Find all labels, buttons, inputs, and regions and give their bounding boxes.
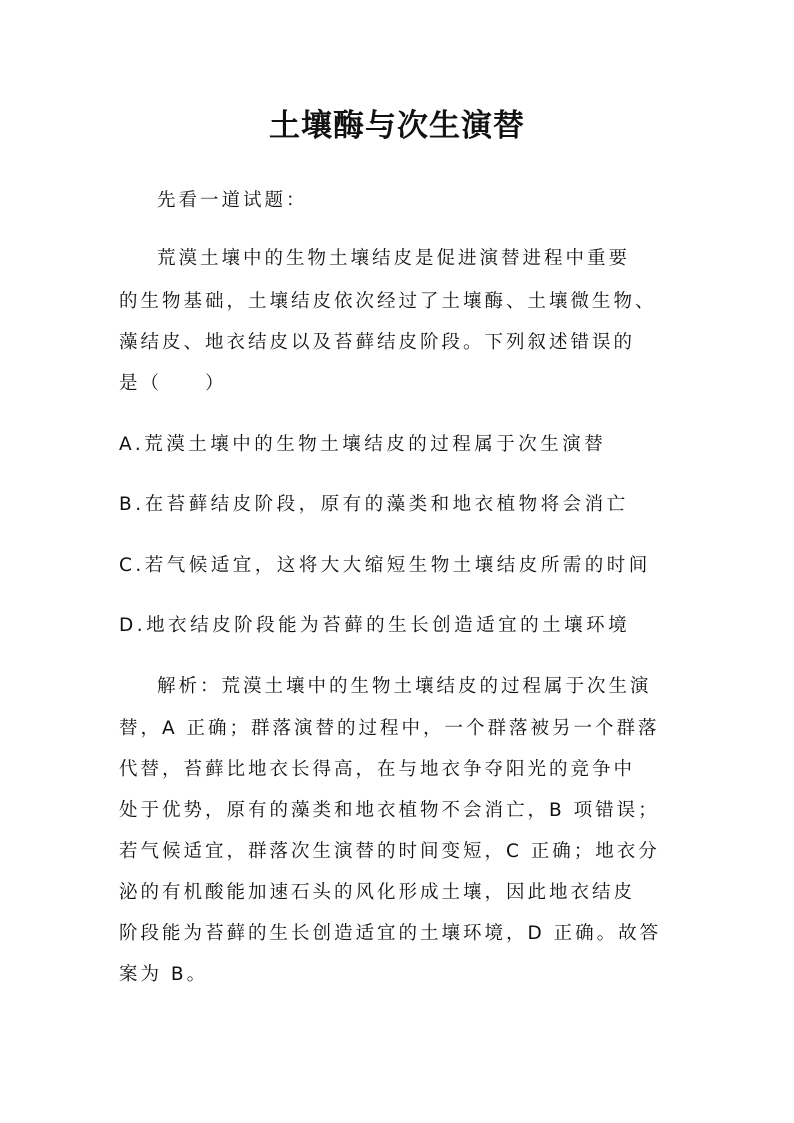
analysis-line-1: 解析：荒漠土壤中的生物土壤结皮的过程属于次生演: [157, 676, 652, 697]
question-line-3: 藻结皮、地衣结皮以及苔藓结皮阶段。下列叙述错误的: [119, 332, 636, 353]
document-title: 土壤酶与次生演替: [269, 108, 525, 144]
option-b: B.在苔藓结皮阶段，原有的藻类和地衣植物将会消亡: [119, 494, 629, 515]
question-line-1: 荒漠土壤中的生物土壤结皮是促进演替进程中重要: [157, 248, 631, 269]
intro-text: 先看一道试题：: [157, 190, 308, 211]
option-a: A.荒漠土壤中的生物土壤结皮的过程属于次生演替: [119, 434, 607, 455]
question-line-4: 是（ ）: [119, 373, 227, 394]
analysis-line-4: 处于优势，原有的藻类和地衣植物不会消亡，B 项错误；: [119, 800, 660, 821]
analysis-line-7: 阶段能为苔藓的生长创造适宜的土壤环境，D 正确。故答: [119, 923, 662, 944]
analysis-line-2: 替，A 正确；群落演替的过程中，一个群落被另一个群落: [119, 718, 660, 739]
analysis-line-3: 代替，苔藓比地衣长得高，在与地衣争夺阳光的竞争中: [119, 759, 636, 780]
analysis-line-8: 案为 B。: [119, 964, 209, 985]
analysis-line-5: 若气候适宜，群落次生演替的时间变短，C 正确；地衣分: [119, 841, 660, 862]
question-line-2: 的生物基础，土壤结皮依次经过了土壤酶、土壤微生物、: [119, 291, 657, 312]
analysis-line-6: 泌的有机酸能加速石头的风化形成土壤，因此地衣结皮: [119, 882, 636, 903]
option-c: C.若气候适宜，这将大大缩短生物土壤结皮所需的时间: [119, 555, 651, 576]
option-d: D.地衣结皮阶段能为苔藓的生长创造适宜的土壤环境: [119, 615, 631, 636]
